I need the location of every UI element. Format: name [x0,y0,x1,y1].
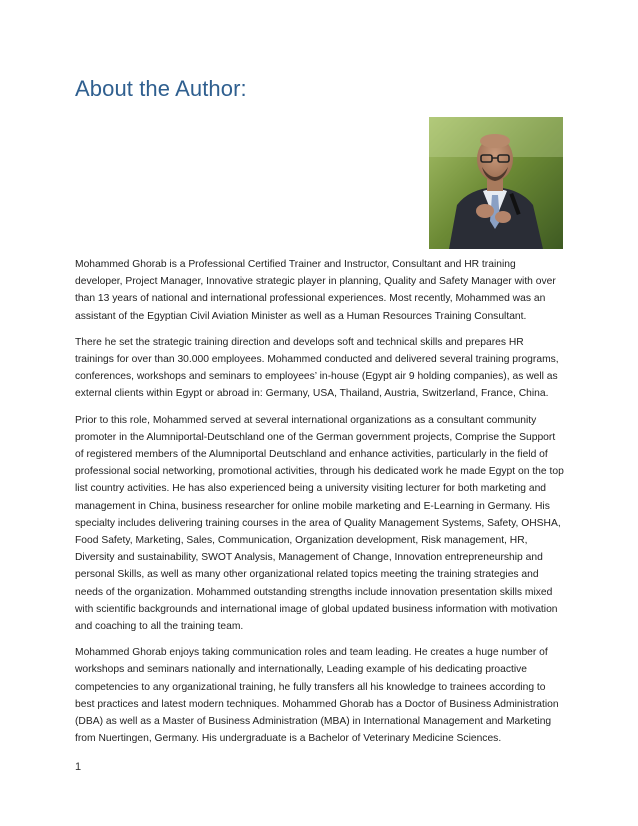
page-heading: About the Author: [75,76,247,101]
page-number: 1 [75,761,82,773]
bio-paragraph-4: Mohammed Ghorab enjoys taking communication roles and team leading. He creates a huge number of workshops and seminars nationally and internationally, Leading example of his dedicating proactive competencies to any organizational training, he fully transfers all his knowledge to trainees according to best practices and latest modern techniques. Mohammed Ghorab has a Doctor of Business Administration (DBA) as well as a Master of Business Administration (MBA) in International Management and Marketing from Nuertingen, Germany. His undergraduate is a Bachelor of Veterinary Medicine Sciences. [75,647,559,745]
author-photo [429,117,563,249]
bio-paragraph-3: Prior to this role, Mohammed served at several international organizations as a consultant community promoter in the Alumniportal-Deutschland one of the German government projects, Comprise the Support of registered members of the Alumniportal Deutschland and enhance activities, particularly in the field of professional social networking, promotional activities, through his dedicated work he made Egypt on the top list country activities. He has also experienced being a university visiting lecturer for both marketing and management in China, business researcher for online mobile marketing and E-Learning in Germany. His specialty includes delivering training courses in the area of Quality Management Systems, Safety, OHSHA, Food Safety, Marketing, Sales, Communication, Organization development, Risk management, HR, Diversity and sustainability, SWOT Analysis, Management of Change, Innovation entrepreneurship and personal Skills, as well as many other organizational related topics meeting the training strategies and needs of the organization. Mohammed outstanding strengths include innovation presentation skills mixed with scientific backgrounds and international image of global updated business information with motivation and coaching to all the training team. [75,414,564,633]
bio-paragraph-1: Mohammed Ghorab is a Professional Certified Trainer and Instructor, Consultant and HR training developer, Project Manager, Innovative strategic player in planning, Quality and Safety Manager with over than 13 years of national and international professional experiences. Most recently, Mohammed was an assistant of the Egyptian Civil Aviation Minister as well as a Human Resources Training Consultant. [75,259,556,322]
author-portrait-icon [429,117,563,249]
author-bio [75,256,565,756]
bio-paragraph-2: There he set the strategic training direction and develops soft and technical skills and prepares HR trainings for over than 30.000 employees. Mohammed conducted and delivered several training programs, conferences, workshops and seminars to employees’ in-house (Egypt air 9 holding companies), as well as external clients within Egypt or abroad in: Germany, USA, Thailand, Austria, Switzerland, France, China. [75,336,559,400]
